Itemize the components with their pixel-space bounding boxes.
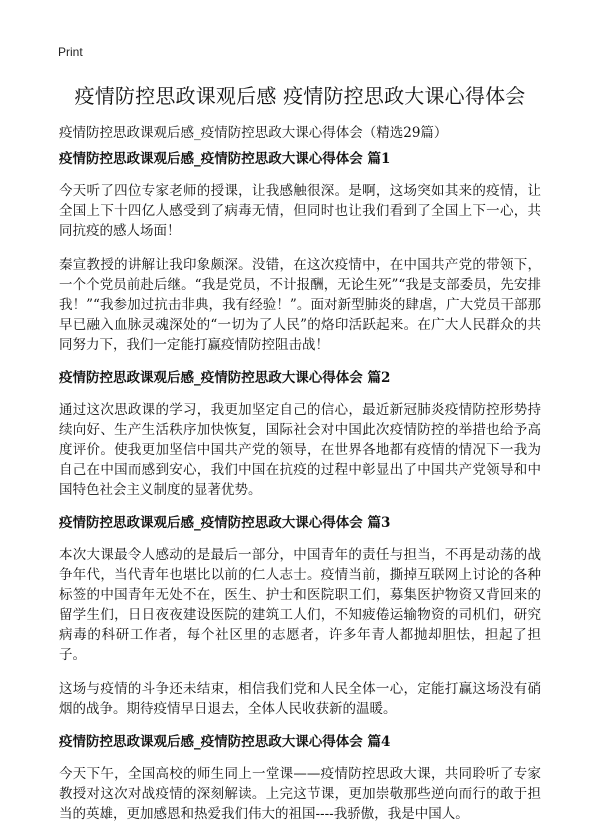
section-heading: 疫情防控思政课观后感_疫情防控思政大课心得体会 篇3 [59,515,391,531]
page-title: 疫情防控思政课观后感 疫情防控思政大课心得体会 [74,84,526,108]
print-link[interactable]: Print [58,45,83,59]
section-3 [59,514,541,719]
paragraph: 秦宣教授的讲解让我印象颇深。没错，在这次疫情中，在中国共产党的带领下，一个个党员前赴后继。“我是党员，不计报酬，无论生死”“我是支部委员，先安排我！”“我参加过抗击非典，我有经验！”。面对新型肺炎的肆虐，广大党员干部那早已融入血脉灵魂深处的“一切为了人民”的烙印活跃起来。在广大人民群众的共同努力下，我们一定能打赢疫情防控阻击战！ [59,257,541,353]
document-subtitle: 疫情防控思政课观后感_疫情防控思政大课心得体会（精选29篇） [59,125,448,141]
section-4 [59,733,541,824]
section-heading: 疫情防控思政课观后感_疫情防控思政大课心得体会 篇2 [59,370,391,386]
paragraph: 本次大课最令人感动的是最后一部分，中国青年的责任与担当，不再是动荡的战争年代，当代青年也堪比以前的仁人志士。疫情当前，撕掉互联网上讨论的各种标签的中国青年无处不在，医生、护士和医院职工们，募集医护物资又背回来的留学生们，日日夜夜建设医院的建筑工人们，不知疲倦运输物资的司机们，研究病毒的科研工作者，每个社区里的志愿者，许多年青人都抛却胆怯，担起了担子。 [59,547,541,663]
section-1 [59,150,541,355]
paragraph: 通过这次思政课的学习，我更加坚定自己的信心，最近新冠肺炎疫情防控形势持续向好、生产生活秩序加快恢复，国际社会对中国此次疫情防控的举措也给予高度评价。使我更加坚信中国共产党的领导，在世界各地都有疫情的情况下一我为自己在中国而感到安心，我们中国在抗疫的过程中彰显出了中国共产党领导和中国特色社会主义制度的显著优势。 [59,402,541,498]
section-heading: 疫情防控思政课观后感_疫情防控思政大课心得体会 篇1 [59,151,391,167]
paragraph: 今天听了四位专家老师的授课，让我感触很深。是啊，这场突如其来的疫情，让全国上下十四亿人感受到了病毒无情，但同时也让我们看到了全国上下一心，共同抗疫的感人场面！ [59,183,541,239]
paragraph: 今天下午，全国高校的师生同上一堂课——疫情防控思政大课，共同聆听了专家教授对这次对战疫情的深刻解读。上完这节课，更加崇敬那些逆向而行的敢于担当的英雄，更加感恩和热爱我们伟大的祖国----我骄傲，我是中国人。 [59,766,541,822]
paragraph: 这场与疫情的斗争还未结束，相信我们党和人民全体一心，定能打赢这场没有硝烟的战争。期待疫情早日退去，全体人民收获新的温暖。 [59,681,541,717]
section-2 [59,369,541,500]
article-body [59,150,541,838]
section-heading: 疫情防控思政课观后感_疫情防控思政大课心得体会 篇4 [59,734,391,750]
